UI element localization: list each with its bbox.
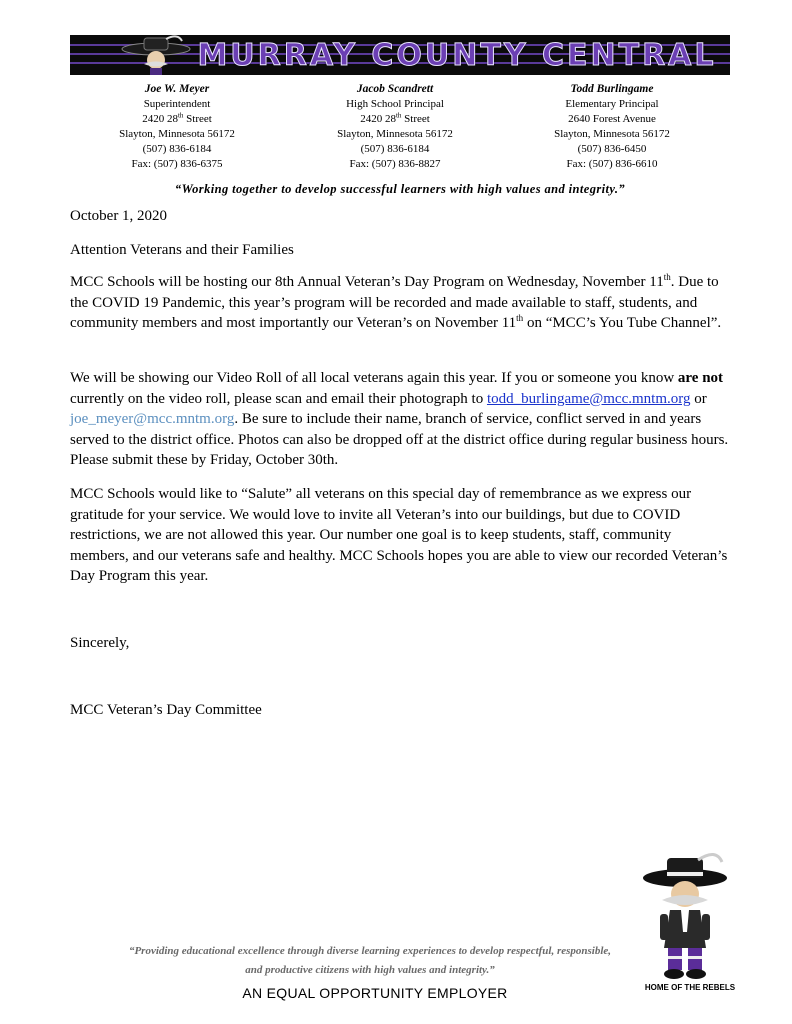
school-motto: “Working together to develop successful learners with high values and integrity.” <box>174 182 626 196</box>
email-link-joe[interactable]: joe_meyer@mcc.mntm.org <box>70 411 235 427</box>
staff-fax: Fax: (507) 836-8827 <box>349 158 441 170</box>
mascot-head-logo <box>120 35 192 75</box>
staff-role: Elementary Principal <box>565 98 659 110</box>
staff-city: Slayton, Minnesota 56172 <box>337 128 453 140</box>
staff-role: High School Principal <box>346 98 444 110</box>
staff-fax: Fax: (507) 836-6375 <box>131 158 223 170</box>
letter-closing: Sincerely, <box>70 635 130 651</box>
mission-statement: “Providing educational excellence through diverse learning experiences to develop respectful, responsible, and productive citizens with high values and integrity.” <box>128 945 612 976</box>
staff-phone: (507) 836-6184 <box>360 143 430 155</box>
letter-date: October 1, 2020 <box>70 208 168 224</box>
staff-address: 2420 28th Street <box>360 111 430 125</box>
staff-phone: (507) 836-6450 <box>577 143 647 155</box>
mascot-caption: HOME OF THE REBELS <box>644 983 736 992</box>
rebel-mascot-image <box>640 852 730 982</box>
staff-city: Slayton, Minnesota 56172 <box>554 128 670 140</box>
staff-address: 2640 Forest Avenue <box>568 113 656 125</box>
staff-role: Superintendent <box>143 98 211 110</box>
email-link-todd[interactable]: todd_burlingame@mcc.mntm.org <box>486 390 691 407</box>
staff-name: Jacob Scandrett <box>356 83 434 95</box>
banner-title: MURRAY COUNTY CENTRAL <box>197 37 717 73</box>
staff-column-superintendent <box>82 82 272 172</box>
staff-column-hs-principal <box>300 82 490 172</box>
staff-column-elem-principal <box>517 82 707 172</box>
staff-fax: Fax: (507) 836-6610 <box>566 158 658 170</box>
paragraph-video-roll: We will be showing our Video Roll of all local veterans again this year. If you or someone you know are not currently on the video roll, please scan and email their photograph to todd_burlingame@mcc.mntm.org or joe_meyer@mcc.mntm.org. Be sure to include their name, branch of service, conflict served in and years served to the district office. Photos can also be dropped off at the district office during regular business hours. Please submit these by Friday, October 30th. <box>70 370 729 468</box>
staff-phone: (507) 836-6184 <box>142 143 212 155</box>
letter-signature: MCC Veteran’s Day Committee <box>70 702 262 718</box>
staff-name: Joe W. Meyer <box>144 83 210 95</box>
equal-opportunity-employer: AN EQUAL OPPORTUNITY EMPLOYER <box>242 985 508 1001</box>
letter-attention: Attention Veterans and their Families <box>70 242 294 258</box>
paragraph-salute: MCC Schools would like to “Salute” all veterans on this special day of remembrance as we express our gratitude for your service. We would love to invite all Veteran’s into our buildings, but due to COVID restrictions, we are not allowed this year. Our number one goal is to keep students, staff, community members, and our veterans safe and healthy. MCC Schools hopes you are able to view our recorded Veteran’s Day Program this year. <box>70 486 728 584</box>
paragraph-program: MCC Schools will be hosting our 8th Annual Veteran’s Day Program on Wednesday, November 11th. Due to the COVID 19 Pandemic, this year’s program will be recorded and made available to staff, students, and community members and most importantly our Veteran’s on November 11th on “MCC’s You Tube Channel”. <box>70 272 722 331</box>
staff-name: Todd Burlingame <box>570 83 654 95</box>
school-banner <box>70 35 730 75</box>
staff-city: Slayton, Minnesota 56172 <box>119 128 235 140</box>
staff-address: 2420 28th Street <box>142 111 212 125</box>
